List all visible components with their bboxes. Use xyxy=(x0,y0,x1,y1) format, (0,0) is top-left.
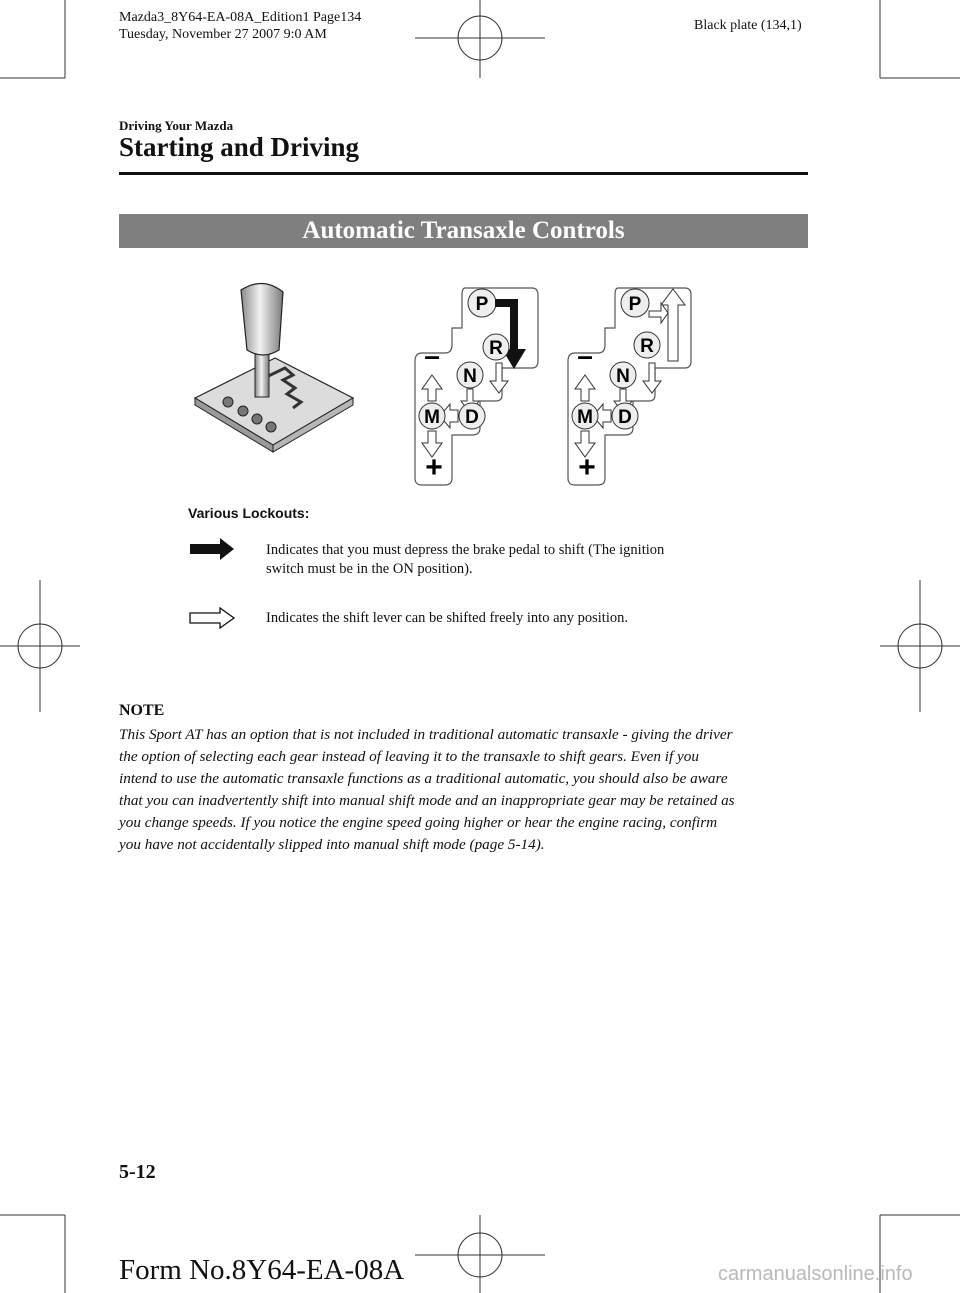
shift-lever-illustration xyxy=(175,280,360,455)
gate-label-m: M xyxy=(577,407,593,428)
note-line: you change speeds. If you notice the engine speed going higher or hear the engine racing, confirm xyxy=(119,814,718,831)
gate-label-n: N xyxy=(463,366,477,387)
note-line: intend to use the automatic transaxle functions as a traditional automatic, you should also be aware xyxy=(119,770,728,787)
form-number: Form No.8Y64-EA-08A xyxy=(119,1254,405,1286)
gate-label-d: D xyxy=(618,407,632,428)
minus-sign: – xyxy=(424,340,440,371)
plus-sign: + xyxy=(578,451,596,484)
shift-gate-diagram-2 xyxy=(563,283,693,488)
gate-label-d: D xyxy=(465,407,479,428)
note-body xyxy=(119,724,819,856)
gate-label-p: P xyxy=(628,294,642,315)
gate-label-p: P xyxy=(475,294,489,315)
gate-label-m: M xyxy=(424,407,440,428)
watermark: carmanualsonline.info xyxy=(718,1263,913,1285)
minus-sign: – xyxy=(577,340,593,371)
legend-item-1-line2: switch must be in the ON position). xyxy=(266,561,473,577)
note-line: that you can inadvertently shift into manual shift mode and an inappropriate gear may be retained as xyxy=(119,792,735,809)
file-info-line: Mazda3_8Y64-EA-08A_Edition1 Page134 xyxy=(119,10,362,25)
title-rule xyxy=(119,172,808,175)
shift-gate-diagram-1 xyxy=(410,283,540,488)
lockouts-caption: Various Lockouts: xyxy=(188,505,310,521)
chapter-label: Driving Your Mazda xyxy=(119,118,234,133)
plate-label: Black plate (134,1) xyxy=(694,18,802,33)
plus-sign: + xyxy=(425,451,443,484)
section-banner: Automatic Transaxle Controls xyxy=(119,214,808,248)
page-number: 5-12 xyxy=(119,1161,156,1183)
outline-arrow-icon xyxy=(188,607,236,629)
note-line: This Sport AT has an option that is not included in traditional automatic transaxle - giving the driver xyxy=(119,726,733,743)
gate-label-n: N xyxy=(616,366,630,387)
page-title: Starting and Driving xyxy=(119,132,360,162)
legend-item-2-text: Indicates the shift lever can be shifted freely into any position. xyxy=(266,610,628,626)
gate-label-r: R xyxy=(489,338,503,359)
filled-arrow-icon xyxy=(188,538,236,560)
note-heading: NOTE xyxy=(119,702,165,719)
legend-item-1-line1: Indicates that you must depress the brake pedal to shift (The ignition xyxy=(266,542,665,558)
gate-label-r: R xyxy=(640,336,654,357)
note-line: you have not accidentally slipped into manual shift mode (page 5-14). xyxy=(119,836,545,853)
date-line: Tuesday, November 27 2007 9:0 AM xyxy=(119,27,327,42)
note-line: the option of selecting each gear instead of leaving it to the transaxle to shift gears. Even if you xyxy=(119,748,699,765)
